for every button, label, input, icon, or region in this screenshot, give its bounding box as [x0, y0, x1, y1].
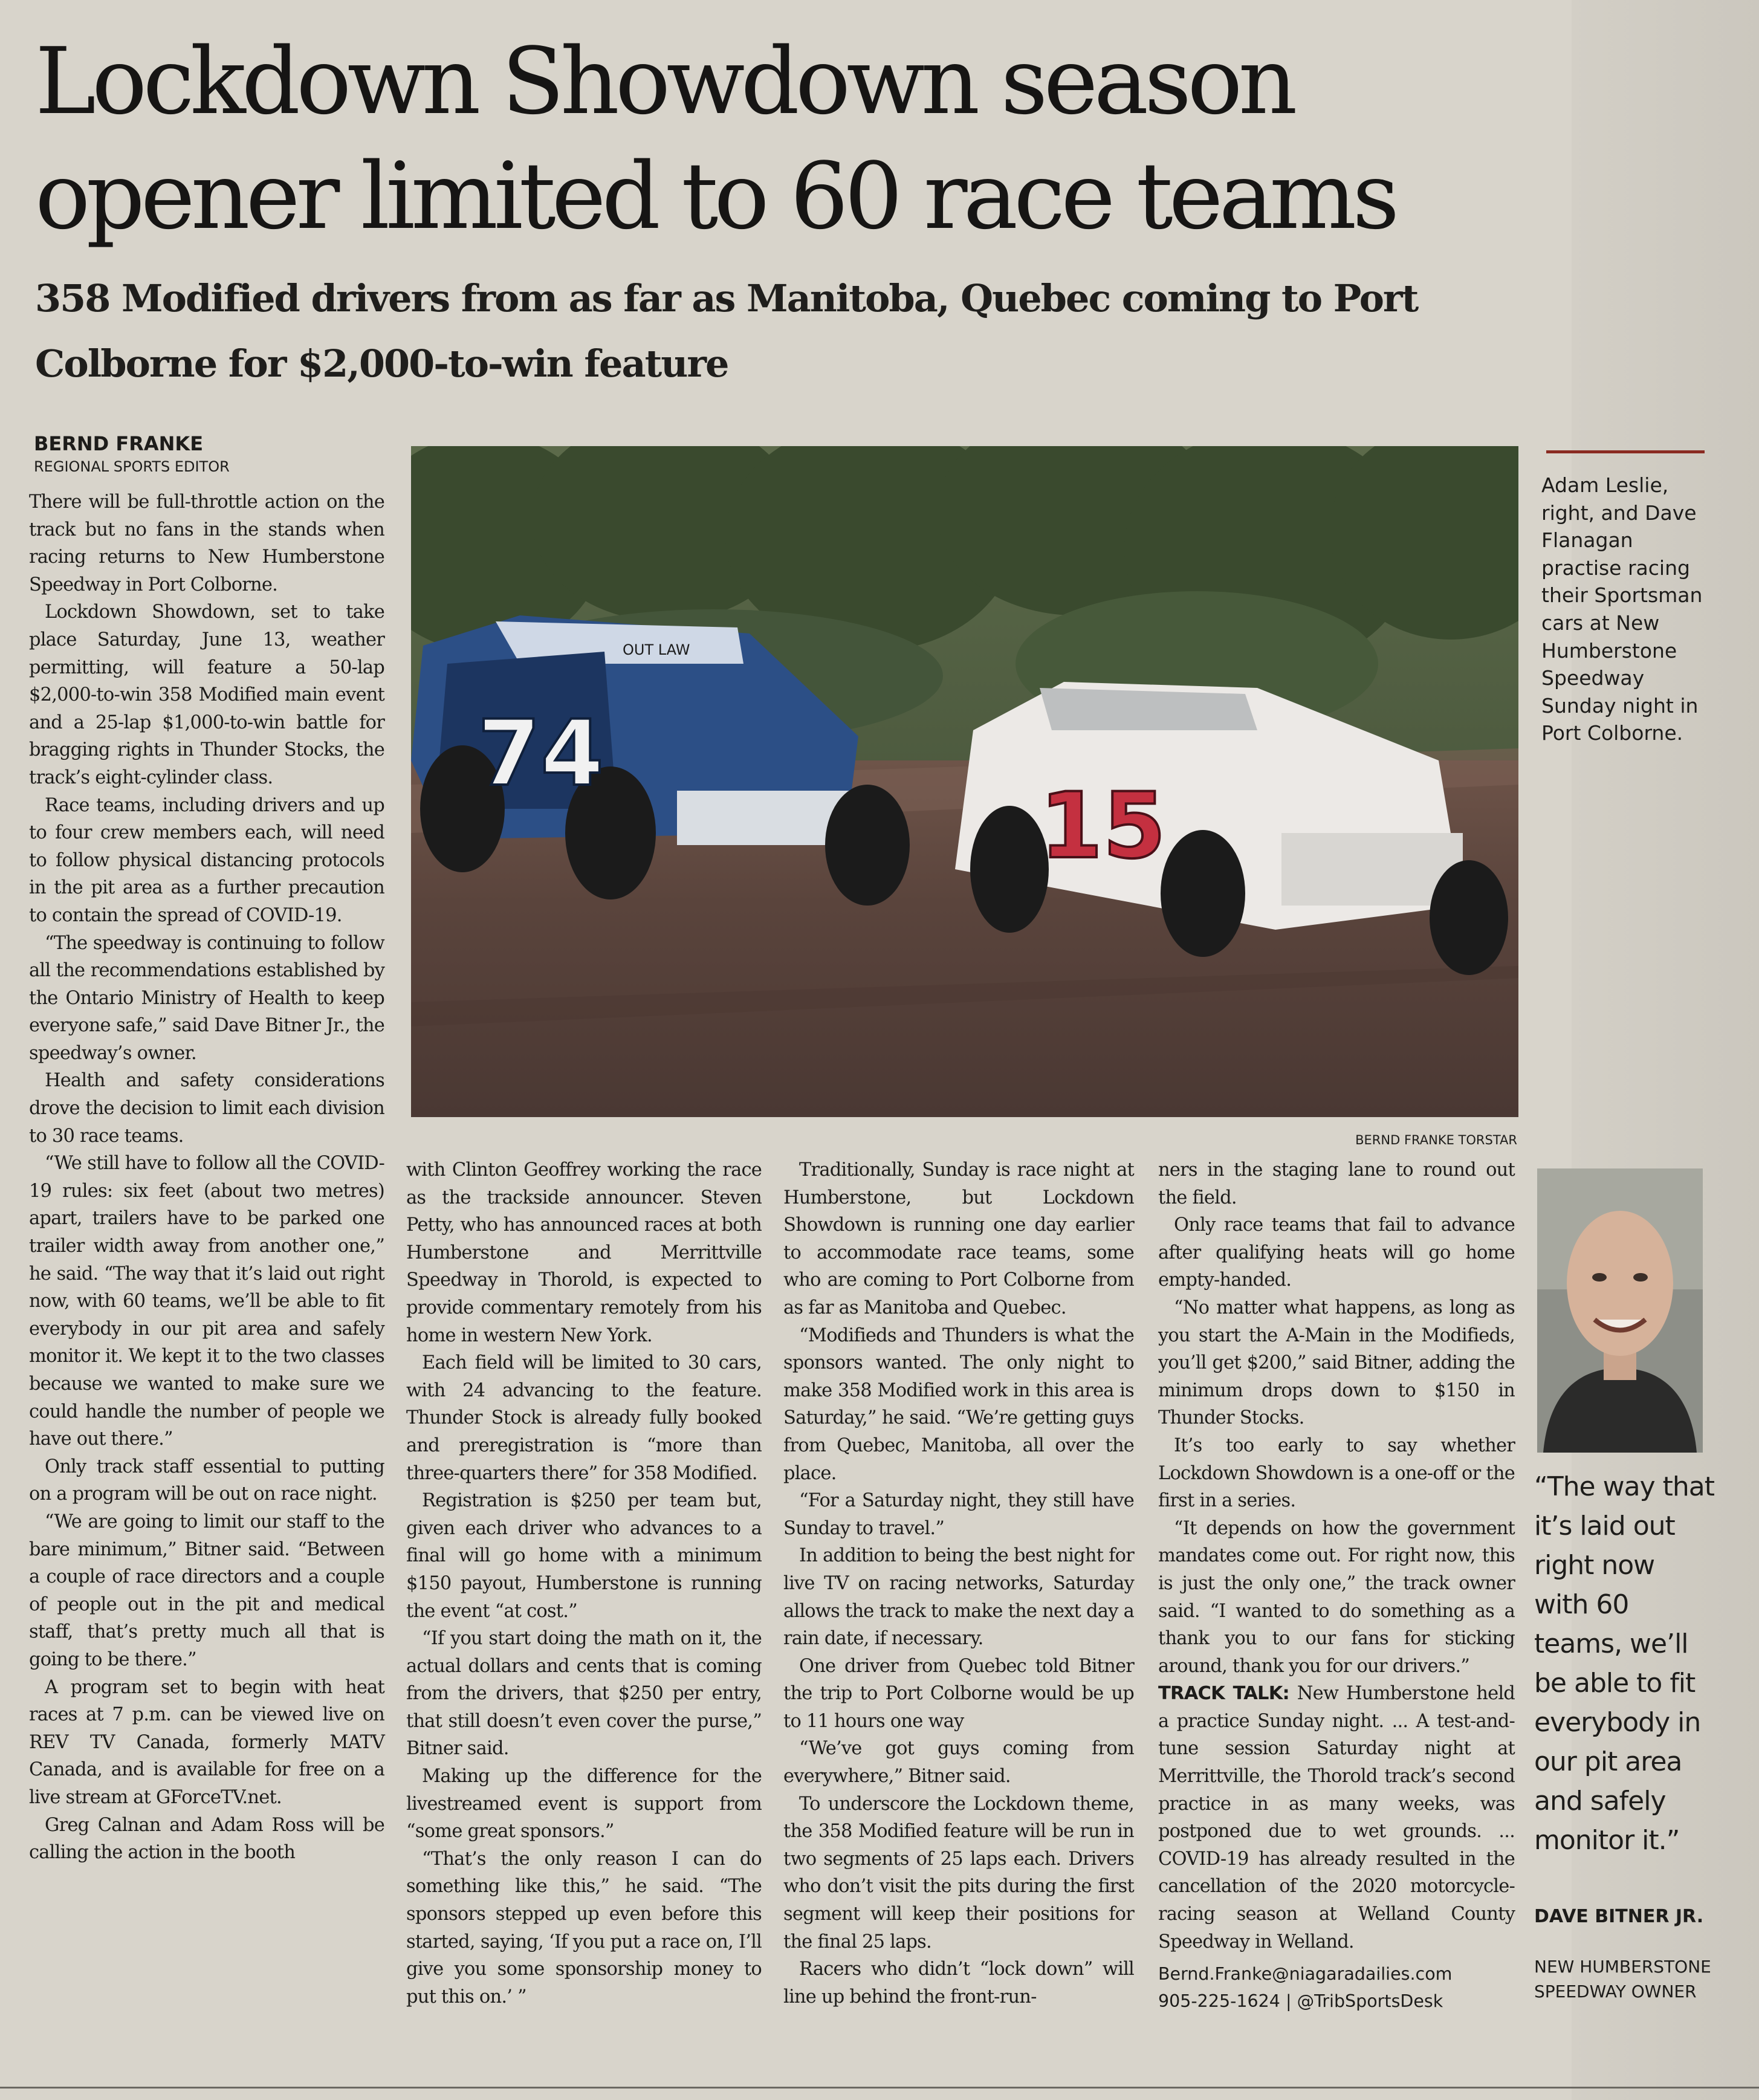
column-3 [783, 1156, 1134, 2011]
paragraph: It’s too early to say whether Lockdown Showdown is a one-off or the first in a series. [1158, 1434, 1515, 1512]
paragraph: “We’ve got guys coming from everywhere,” Bitner said. [783, 1738, 1134, 1787]
column-2 [406, 1156, 762, 2011]
paragraph: Only race teams that fail to advance after qualifying heats will go home empty-handed. [1158, 1214, 1515, 1291]
paragraph: Traditionally, Sunday is race night at Humberstone, but Lockdown Showdown is running one day earlier to accommodate race teams, some who are coming to Port Colborne from as far as Manitoba and Quebec. [783, 1159, 1134, 1318]
paragraph: ners in the staging lane to round out the field. [1158, 1159, 1515, 1208]
deck: 358 Modified drivers from as far as Manitoba, Quebec coming to Port Colborne for $2,000-to-win feature [35, 276, 1418, 386]
paragraph: Health and safety considerations drove the decision to limit each division to 30 race teams. [29, 1070, 384, 1147]
paragraph: In addition to being the best night for live TV on racing networks, Saturday allows the track to make the next day a rain date, if necessary. [783, 1545, 1134, 1650]
paragraph: with Clinton Geoffrey working the race as the trackside announcer. Steven Petty, who has announced races at both Humberstone and Merrittville Speedway in Thorold, is expected to provide commentary remotely from his home in western New York. [406, 1159, 762, 1346]
paragraph: There will be full-throttle action on the track but no fans in the stands when racing returns to New Humberstone Speedway in Port Colborne. [29, 491, 384, 595]
paragraph: “If you start doing the math on it, the actual dollars and cents that is coming from the drivers, that $250 per entry, that still doesn’t even cover the purse,” Bitner said. [406, 1628, 762, 1760]
paragraph: To underscore the Lockdown theme, the 358 Modified feature will be run in two segments of 25 laps each. Drivers who don’t visit the pits during the first segment will keep their positions for the final 25 laps. [783, 1793, 1134, 1953]
track-talk-text: New Humberstone held a practice Sunday night. ... A test-and-tune session Saturday night at Merrittville, the Thorold track’s second practice in as many weeks, was postponed due to wet grounds. ... COVID-19 has already resulted in the cancellation of the 2020 motorcycle-racing season at Welland County Speedway in Welland. [1158, 1683, 1515, 1953]
paragraph: Only track staff essential to putting on a program will be out on race night. [29, 1456, 384, 1505]
paragraph: Making up the difference for the livestreamed event is support from “some great sponsors.” [406, 1766, 762, 1842]
paragraph: “It depends on how the government mandates come out. For right now, this is just the only one,” the track owner said. “I wanted to do something as a thank you to our fans for sticking around, thank you for our drivers.” [1158, 1517, 1515, 1677]
paragraph: “We are going to limit our staff to the bare minimum,” Bitner said. “Between a couple of race directors and a couple of people out in the pit and medical staff, that’s pretty much all that is going to be there.” [29, 1511, 384, 1670]
bottom-rule [0, 2087, 1759, 2089]
paragraph: “That’s the only reason I can do something like this,” he said. “The sponsors stepped up even before this started, saying, ‘If you put a race on, I’ll give you some sponsorship money to put this on.’ ” [406, 1848, 762, 2008]
byline: BERND FRANKE [34, 432, 204, 455]
paragraph: One driver from Quebec told Bitner the trip to Port Colborne would be up to 11 hours one way [783, 1655, 1134, 1732]
paragraph: “No matter what happens, as long as you start the A-Main in the Modifieds, you’ll get $200,” said Bitner, adding the minimum drops down to $150 in Thunder Stocks. [1158, 1297, 1515, 1429]
contact-email: Bernd.Franke@niagaradailies.com [1158, 1964, 1453, 1985]
paragraph: Greg Calnan and Adam Ross will be calling the action in the booth [29, 1814, 384, 1864]
paragraph: “The speedway is continuing to follow all the recommendations established by the Ontario Ministry of Health to keep everyone safe,” said Dave Bitner Jr., the speedway’s owner. [29, 932, 384, 1064]
photo-caption: Adam Leslie, right, and Dave Flanagan practise racing their Sportsman cars at New Humberstone Speedway Sunday night in Port Colborne. [1541, 473, 1703, 745]
headline: Lockdown Showdown season opener limited to 60 race teams [35, 28, 1396, 250]
paragraph: Lockdown Showdown, set to take place Saturday, June 13, weather permitting, will feature a 50-lap $2,000-to-win 358 Modified main event and a 25-lap $1,000-to-win battle for bragging rights in Thunder Stocks, the track’s eight-cylinder class. [29, 601, 384, 788]
caption-rule [1546, 450, 1705, 453]
pull-quote: “The way that it’s laid out right now with 60 teams, we’ll be able to fit everybody in our pit area and safely monitor it.” [1534, 1471, 1714, 1856]
contact-social: 905-225-1624 | @TribSportsDesk [1158, 1991, 1443, 2012]
car-74-number: 74 [478, 701, 604, 806]
race-photo [411, 446, 1518, 1117]
car-15-number: 15 [1040, 774, 1166, 879]
pull-quote-title: NEW HUMBERSTONE SPEEDWAY OWNER [1534, 1957, 1711, 2001]
car-74-wing-text: OUT LAW [623, 641, 690, 658]
paragraph: Race teams, including drivers and up to four crew members each, will need to follow physical distancing protocols in the pit area as a further precaution to contain the spread of COVID-19. [29, 794, 384, 926]
track-talk-paragraph [1158, 1680, 1515, 1956]
paragraph: “For a Saturday night, they still have Sunday to travel.” [783, 1490, 1134, 1539]
track-talk-label: TRACK TALK: [1158, 1683, 1289, 1705]
paragraph: “We still have to follow all the COVID-19 rules: six feet (about two metres) apart, trailers have to be parked one trailer width away from another one,” he said. “The way that it’s laid out right now, with 60 teams, we’ll be able to fit everybody in our pit area and safely monitor it. We kept it to the two classes because we wanted to make sure we could handle the number of people we have out there.” [29, 1153, 384, 1450]
headshot-photo [1537, 1168, 1703, 1453]
paragraph: “Modifieds and Thunders is what the sponsors wanted. The only night to make 358 Modified work in this area is Saturday,” he said. “We’re getting guys from Quebec, Manitoba, all over the place. [783, 1324, 1134, 1484]
column-1 [29, 488, 384, 1867]
column-4 [1158, 1156, 1515, 2015]
byline-title: REGIONAL SPORTS EDITOR [34, 458, 230, 475]
pull-quote-name: DAVE BITNER JR. [1534, 1906, 1704, 1927]
paragraph: Each field will be limited to 30 cars, with 24 advancing to the feature. Thunder Stock is already fully booked and preregistration is “more than three-quarters there” for 358 Modified. [406, 1352, 762, 1484]
paragraph: Racers who didn’t “lock down” will line up behind the front-run- [783, 1959, 1134, 2008]
paragraph: A program set to begin with heat races at 7 p.m. can be viewed live on REV TV Canada, formerly MATV Canada, and is available for free on a live stream at GForceTV.net. [29, 1676, 384, 1808]
paragraph: Registration is $250 per team but, given each driver who advances to a final will go home with a minimum $150 payout, Humberstone is running the event “at cost.” [406, 1490, 762, 1622]
photo-credit: BERND FRANKE TORSTAR [1355, 1133, 1517, 1147]
